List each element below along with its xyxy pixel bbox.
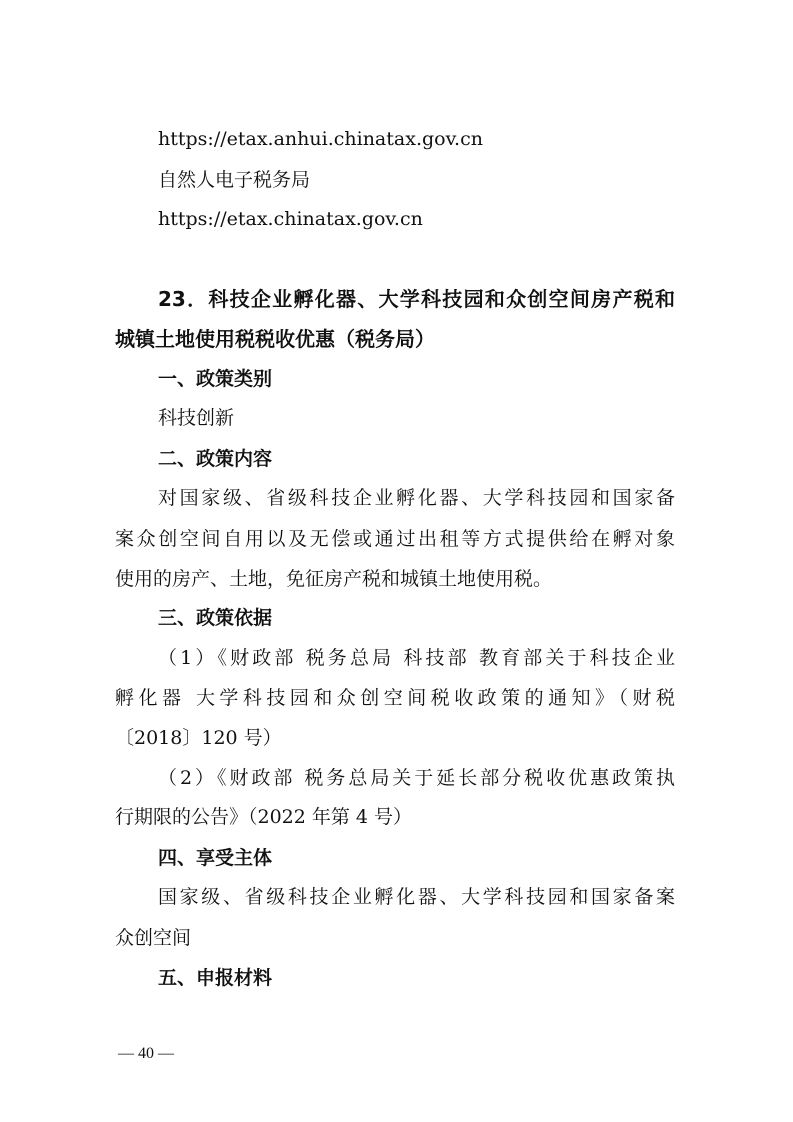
item-title-line-1: 23．科技企业孵化器、大学科技园和众创空间房产税和	[158, 287, 675, 311]
category-text: 科技创新	[158, 407, 235, 429]
section-heading-subject: 四、享受主体	[158, 847, 273, 869]
basis-line: （1）《财政部 税务总局 科技部 教育部关于科技企业	[158, 647, 675, 669]
basis-line: 孵化器 大学科技园和众创空间税收政策的通知》（财税	[115, 687, 675, 709]
section-heading-content: 二、政策内容	[158, 448, 273, 470]
content-line: 案众创空间自用以及无偿或通过出租等方式提供给在孵对象	[115, 528, 675, 550]
content-line: 使用的房产、土地，免征房产税和城镇土地使用税。	[115, 568, 553, 590]
subject-line: 国家级、省级科技企业孵化器、大学科技园和国家备案	[158, 886, 675, 908]
url-anhui-etax[interactable]: https://etax.anhui.chinatax.gov.cn	[158, 128, 483, 150]
content-line: 对国家级、省级科技企业孵化器、大学科技园和国家备	[158, 487, 675, 509]
subject-line: 众创空间	[115, 927, 192, 949]
section-heading-basis: 三、政策依据	[158, 607, 273, 629]
url-national-etax[interactable]: https://etax.chinatax.gov.cn	[158, 208, 423, 230]
basis-line: （2）《财政部 税务总局关于延长部分税收优惠政策执	[158, 767, 675, 789]
section-heading-materials: 五、申报材料	[158, 967, 273, 989]
basis-line: 行期限的公告》（2022 年第 4 号）	[115, 806, 413, 828]
item-title-line-2: 城镇土地使用税税收优惠（税务局）	[115, 327, 435, 351]
basis-line: 〔2018〕120 号）	[115, 727, 282, 749]
page-number: — 40 —	[118, 1045, 174, 1062]
section-heading-category: 一、政策类别	[158, 368, 273, 390]
natural-person-etax-label: 自然人电子税务局	[158, 169, 311, 191]
